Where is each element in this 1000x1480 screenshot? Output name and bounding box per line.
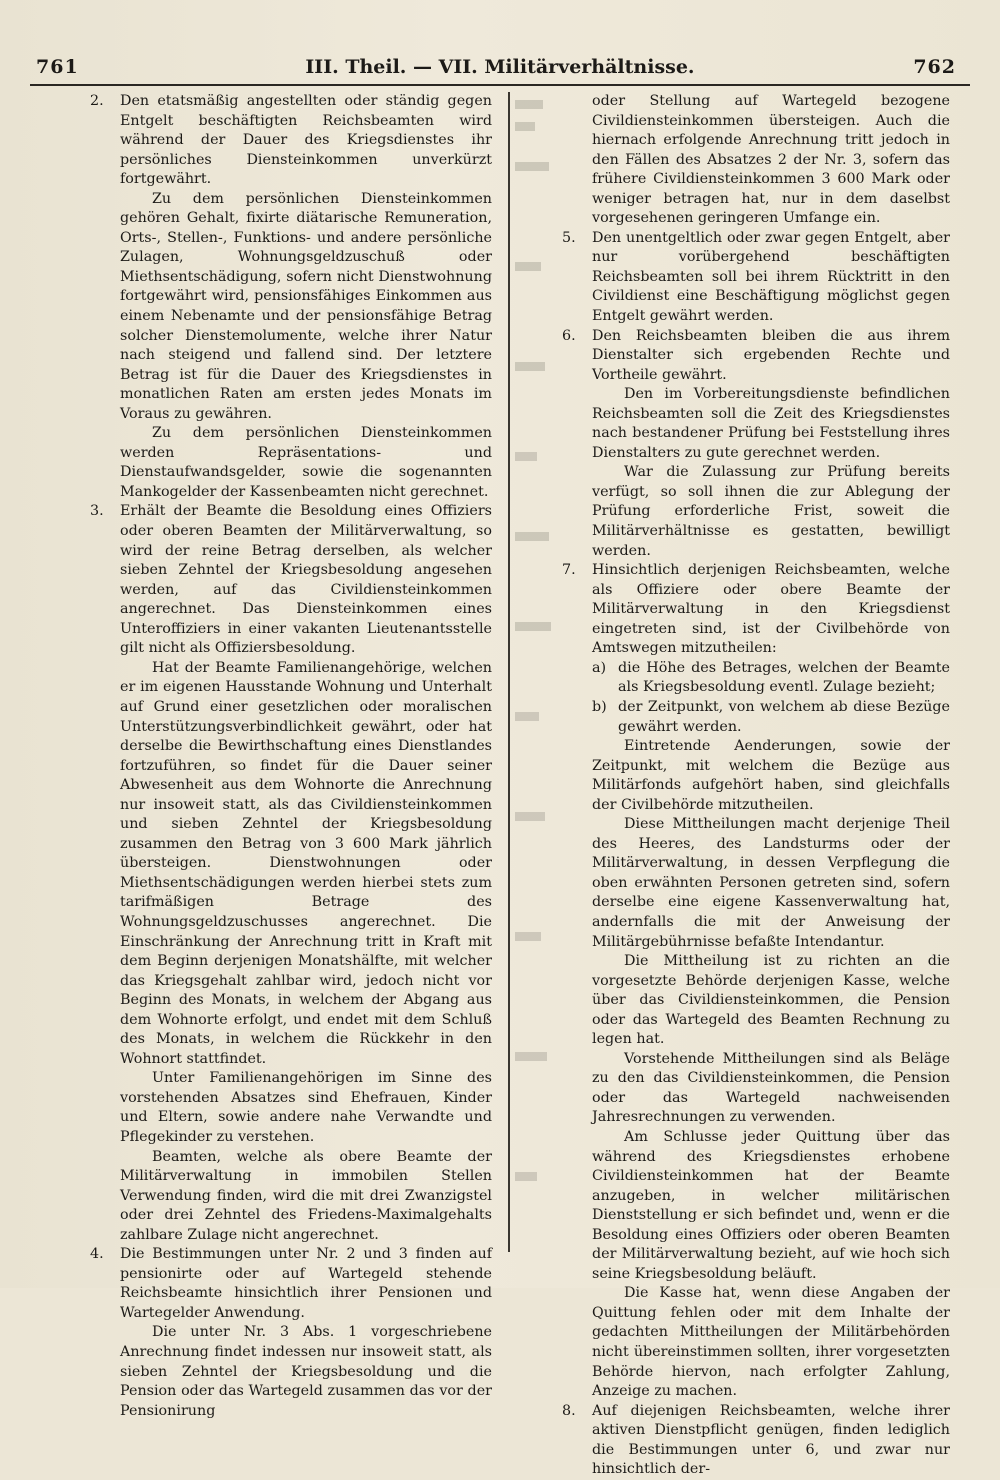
section-4 [88,1245,492,1323]
bleed-mark [515,162,549,171]
paragraph: die Höhe des Betrages, welchen der Beamte als Kriegsbesoldung eventl. Zulage bezieht; [618,659,950,696]
paragraph: Vorstehende Mittheilungen sind als Beläge zu den das Civildiensteinkommen, die Pension oder das Wartegeld nachweisenden Jahresrechnungen zu verwenden. [592,1050,950,1126]
section-2 [88,92,492,190]
bleed-mark [515,122,535,131]
column-divider [508,92,510,1252]
section-5 [560,229,950,327]
left-page-number: 761 [36,56,79,78]
section-number: 2. [90,93,104,109]
paragraph: Hinsichtlich derjenigen Reichsbeamten, welche als Offiziere oder obere Beamte der Militärverwaltung in den Kriegsdienst eingetreten sind, ist der Civilbehörde von Amtswegen mitzutheilen: [592,562,950,657]
paragraph: Die Kasse hat, wenn diese Angaben der Quittung fehlen oder mit dem Inhalte der gedachten Mittheilungen der Militärbehörden nicht übereinstimmen sollten, ihrer vorgesetzten Behörde hiervon, nach erfolgter Zahlung, Anzeige zu machen. [592,1285,950,1400]
bleed-mark [515,812,545,821]
paragraph: Beamten, welche als obere Beamte der Militärverwaltung in immobilen Stellen Verwendung finden, wird die mit drei Zwanzigstel oder drei Zehntel des Friedens-Maximalgehalts zahlbare Zulage nicht angerechnet. [120,1148,492,1243]
paragraph: Den unentgeltlich oder zwar gegen Entgelt, aber nur vorübergehend beschäftigten Reichsbeamten soll bei ihrem Rücktritt in den Civildienst eine Beschäftigung möglichst gegen Entgelt gewährt werden. [592,229,950,325]
bleed-mark [515,262,541,271]
paragraph: Diese Mittheilungen macht derjenige Theil des Heeres, des Landsturms oder der Militärverwaltung, in dessen Verpflegung die oben erwähnten Personen getreten sind, sofern derselbe eine eigene Kassenverwaltung hat, andernfalls die mit der Anweisung der Militärgebührnisse befaßte Intendantur. [592,816,950,950]
section-number: 3. [90,503,104,520]
bleed-mark [515,532,549,541]
sub-item-b [560,698,950,737]
paragraph: Unter Familienangehörigen im Sinne des vorstehenden Absatzes sind Ehefrauen, Kinder und Eltern, sowie andere nahe Verwandte und Pflegekinder zu verstehen. [120,1070,492,1145]
paragraph: Eintretende Aenderungen, sowie der Zeitpunkt, mit welchem die Bezüge aus Militärfonds aufgehört haben, sind gleichfalls der Civilbehörde mitzutheilen. [592,738,950,813]
section-7 [560,561,950,659]
bleed-mark [515,1052,547,1061]
section-number: 8. [562,1402,576,1419]
section-8 [560,1402,950,1480]
paragraph: Die Mittheilung ist zu richten an die vorgesetzte Behörde derjenigen Kasse, welche über das Civildiensteinkommen, die Pension oder das Wartegeld des Beamten Rechnung zu legen hat. [592,953,950,1048]
sub-item-label: a) [592,659,607,676]
paragraph: Erhält der Beamte die Besoldung eines Offiziers oder oberen Beamten der Militärverwaltung, so wird der reine Betrag derselben, als welcher sieben Zehntel der Kriegsbesoldung angesehen werden, auf das Civildiensteinkommen angerechnet. Das Diensteinkommen eines Unteroffiziers in einer vakanten Lieutenantsstelle gilt nicht als Offiziersbesoldung. [120,503,492,657]
paragraph: Den etatsmäßig angestellten oder ständig gegen Entgelt beschäftigten Reichsbeamten wird während der Dauer des Kriegsdienstes ihr persönliches Diensteinkommen unverkürzt fortgewährt. [120,93,492,188]
running-title: III. Theil. — VII. Militärverhältnisse. [305,56,695,78]
section-number: 6. [562,327,576,344]
paragraph: Auf diejenigen Reichsbeamten, welche ihrer aktiven Dienstpflicht genügen, finden lediglich die Bestimmungen unter 6, und zwar nur hinsichtlich der- [592,1402,950,1478]
bleed-mark [515,712,539,721]
bleed-mark [515,932,541,941]
section-number: 4. [90,1246,104,1263]
bleed-mark [515,452,537,461]
paragraph: Den Reichsbeamten bleiben die aus ihrem Dienstalter sich ergebenden Rechte und Vortheile gewährt. [592,327,950,383]
section-number: 5. [562,229,576,246]
right-column [560,92,950,1478]
sub-item-label: b) [592,698,607,715]
bleed-mark [515,1172,537,1181]
paragraph: Zu dem persönlichen Diensteinkommen werden Repräsentations- und Dienstaufwandsgelder, sowie die sogenannten Mankogelder der Kassenbeamten nicht gerechnet. [120,425,492,500]
section-3 [88,502,492,658]
paragraph: Am Schlusse jeder Quittung über das während des Kriegsdienstes erhobene Civildiensteinkommen hat der Beamte anzugeben, in welcher militärischen Dienststellung er sich befindet und, wenn er die Besoldung eines Offiziers oder oberen Beamten der Militärverwaltung bezieht, auf wie hoch sich seine Kriegsbesoldung beläuft. [592,1128,950,1282]
left-column [88,92,492,1419]
paragraph: Zu dem persönlichen Diensteinkommen gehören Gehalt, fixirte diätarische Remuneration, Orts-, Stellen-, Funktions- und andere persönliche Zulagen, Wohnungsgeldzuschuß oder Miethsentschädigung, sofern nicht Dienstwohnung fortgewährt wird, pensionsfähiges Einkommen aus einem Nebenamte und der pensionsfähige Betrag solcher Dienstemolumente, welche ihrer Natur nach steigend und fallend sind. Der letztere Betrag ist für die Dauer des Kriegsdienstes in monatlichen Raten am ersten jedes Monats im Voraus zu gewähren. [120,190,492,422]
paragraph: der Zeitpunkt, von welchem ab diese Bezüge gewährt werden. [618,698,950,735]
section-number: 7. [562,562,576,579]
bleed-mark [515,100,543,109]
right-page-number: 762 [913,56,956,78]
page-header [30,50,970,86]
bleed-mark [515,622,551,631]
paragraph: Die unter Nr. 3 Abs. 1 vorgeschriebene Anrechnung findet indessen nur insoweit statt, als sieben Zehntel der Kriegsbesoldung und die Pension oder das Wartegeld zusammen das vor der Pensionirung [120,1324,492,1419]
paragraph: Den im Vorbereitungsdienste befindlichen Reichsbeamten soll die Zeit des Kriegsdienstes nach bestandener Prüfung bei Feststellung ihres Dienstalters zu gute gerechnet werden. [592,386,950,461]
bleed-mark [515,362,545,371]
paragraph: Hat der Beamte Familienangehörige, welchen er im eigenen Hausstande Wohnung und Unterhalt auf Grund einer gesetzlichen oder moralischen Unterstützungsverbindlichkeit gewährt, oder hat derselbe die Bewirthschaftung eines Dienstlandes fortzuführen, so findet für die Dauer seiner Abwesenheit aus dem Wohnorte die Anrechnung nur insoweit statt, als das Civildiensteinkommen und sieben Zehntel der Kriegsbesoldung zusammen den Betrag von 3 600 Mark jährlich übersteigen. Dienstwohnungen oder Miethsentschädigungen werden hierbei stets zum tarifmäßigen Betrage des Wohnungsgeldzuschusses angerechnet. Die Einschränkung der Anrechnung tritt in Kraft mit dem Beginn derjenigen Monatshälfte, mit welcher das Kriegsgehalt zahlbar wird, jedoch nicht vor Beginn des Monats, in welchem der Abgang aus dem Wohnorte erfolgt, und endet mit dem Schluß des Monats, in welchem die Rückkehr in den Wohnort stattfindet. [120,659,492,1067]
section-6 [560,327,950,386]
paragraph: War die Zulassung zur Prüfung bereits verfügt, so soll ihnen die zur Ablegung der Prüfung erforderliche Frist, soweit die Militärverhältnisse es gestatten, bewilligt werden. [592,464,950,559]
paragraph: Die Bestimmungen unter Nr. 2 und 3 finden auf pensionirte oder auf Wartegeld stehende Reichsbeamte hinsichtlich ihrer Pensionen und Wartegelder Anwendung. [120,1246,492,1321]
bleed-through-marks [515,92,555,1272]
sub-item-a [560,659,950,698]
paragraph: oder Stellung auf Wartegeld bezogene Civildiensteinkommen übersteigen. Auch die hiernach erfolgende Anrechnung tritt jedoch in den Fällen des Absatzes 2 der Nr. 3, sofern das frühere Civildiensteinkommen 3 600 Mark oder weniger betragen hat, nur in dem daselbst vorgesehenen geringeren Umfange ein. [592,93,950,227]
